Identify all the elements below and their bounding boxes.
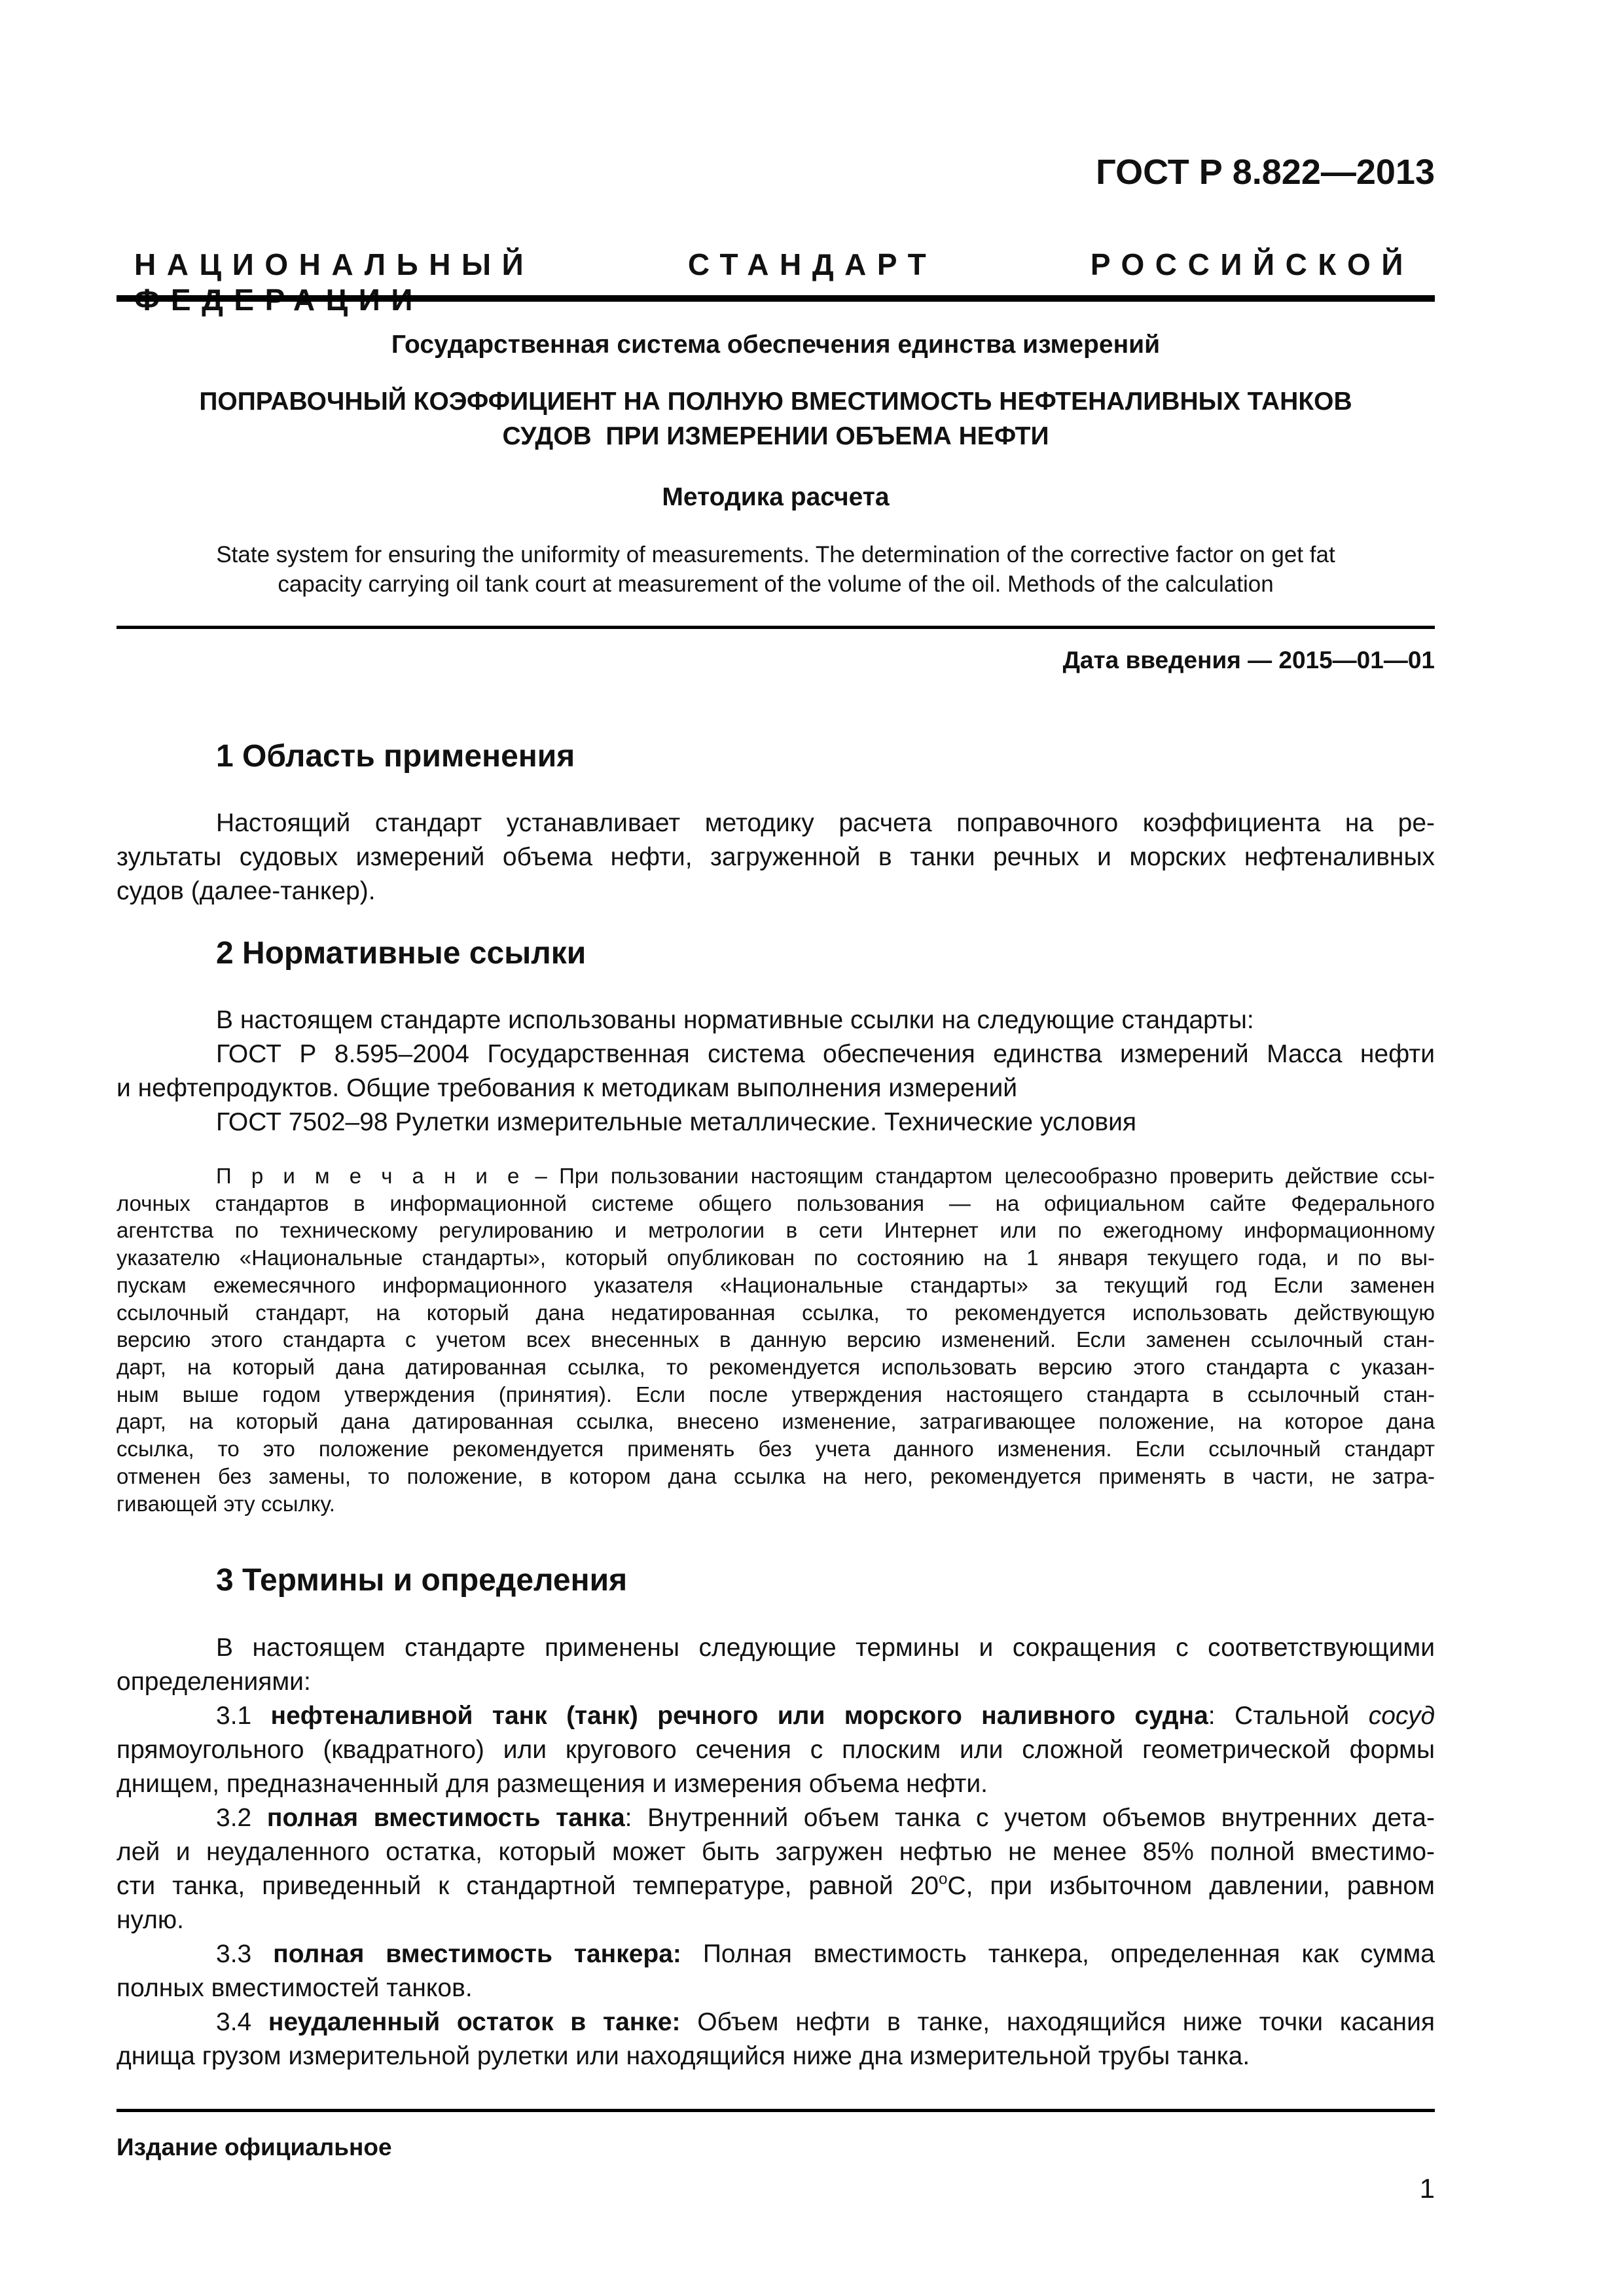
section3-heading: 3 Термины и определения xyxy=(216,1563,628,1598)
section1-line: зультаты судовых измерений объема нефти, загруженной в танки речных и морских нефтеналивных xyxy=(117,843,1435,871)
system-title: Государственная система обеспечения единства измерений xyxy=(391,331,1161,359)
term-number: 3.3 xyxy=(216,1940,252,1968)
note-line: лочных стандартов в информационной системе общего пользования — на официальном сайте Федерального xyxy=(117,1191,1435,1215)
term-3-2-line: лей и неудаленного остатка, который может быть загружен нефтью не менее 85% полной вместимо- xyxy=(117,1838,1435,1866)
term-text: С, при избыточном давлении, равном xyxy=(947,1872,1435,1900)
term-text: сти танка, приведенный к стандартной температуре, равной 20 xyxy=(117,1872,939,1900)
section1-line: судов (далее-танкер). xyxy=(117,877,376,905)
term-name: нефтеналивной танк (танк) речного или морского наливного судна xyxy=(251,1702,1208,1730)
term-3-2-line1 xyxy=(216,1801,1435,1835)
term-definition: Объем нефти в танке, находящийся ниже точки касания xyxy=(680,2008,1435,2036)
edition-label: Издание официальное xyxy=(117,2134,392,2161)
page-number: 1 xyxy=(1419,2173,1435,2204)
note-line: ссылочный стандарт, на который дана недатированная ссылка, то рекомендуется использовать действующую xyxy=(117,1300,1435,1325)
term-3-1-line1 xyxy=(216,1699,1435,1733)
degree-sup: о xyxy=(938,1870,948,1888)
english-title-line1: State system for ensuring the uniformity of measurements. The determination of the corrective factor on get fat xyxy=(216,542,1335,567)
term-3-1-line: прямоугольного (квадратного) или кругового сечения с плоским или сложной геометрической формы xyxy=(117,1736,1435,1764)
term-3-4-line1 xyxy=(216,2005,1435,2039)
introduction-date: Дата введения — 2015—01—01 xyxy=(1062,647,1435,673)
section1-line: Настоящий стандарт устанавливает методику расчета поправочного коэффициента на ре- xyxy=(216,809,1435,837)
national-standard-banner: НАЦИОНАЛЬНЫЙ СТАНДАРТ РОССИЙСКОЙ xyxy=(134,247,1414,281)
term-definition: : Стальной xyxy=(1208,1702,1369,1730)
term-definition: : Внутренний объем танка с учетом объемов внутренних дета- xyxy=(624,1804,1435,1832)
note-line-first xyxy=(216,1162,1435,1190)
note-line: версию этого стандарта с учетом всех внесенных в данную версию изменений. Если заменен ссылочный стан- xyxy=(117,1327,1435,1352)
term-name: полная вместимость танкера: xyxy=(251,1940,681,1968)
term-3-4-line: днища грузом измерительной рулетки или находящийся ниже дна измерительной трубы танка. xyxy=(117,2042,1250,2070)
note-line: гивающей эту ссылку. xyxy=(117,1492,335,1516)
term-3-3-line: полных вместимостей танков. xyxy=(117,1974,473,2002)
subtitle: Методика расчета xyxy=(662,483,890,511)
term-definition-italic: сосуд xyxy=(1368,1702,1435,1730)
section3-intro-line: В настоящем стандарте применены следующие термины и сокращения с соответствующими xyxy=(216,1634,1435,1662)
term-name: полная вместимость танка xyxy=(251,1804,625,1832)
note-line: ссылка, то это положение рекомендуется применять без учета данного изменения. Если ссылочный стандарт xyxy=(117,1437,1435,1461)
standard-number: ГОСТ Р 8.822—2013 xyxy=(1096,152,1435,192)
main-title-line1: ПОПРАВОЧНЫЙ КОЭФФИЦИЕНТ НА ПОЛНУЮ ВМЕСТИМОСТЬ НЕФТЕНАЛИВНЫХ ТАНКОВ xyxy=(199,387,1352,416)
section2-line: ГОСТ 7502–98 Рулетки измерительные металлические. Технические условия xyxy=(216,1108,1137,1136)
term-3-3-line1 xyxy=(216,1937,1435,1971)
term-3-1-line: днищем, предназначенный для размещения и измерения объема нефти. xyxy=(117,1770,988,1798)
term-3-2-line3 xyxy=(117,1869,1435,1903)
title-rule xyxy=(117,626,1435,629)
note-first-text: – При пользовании настоящим стандартом целесообразно проверить действие ссы- xyxy=(523,1164,1435,1188)
note-line: агентства по техническому регулированию и метрологии в сети Интернет или по ежегодному информационному xyxy=(117,1218,1435,1242)
section3-intro-line: определениями: xyxy=(117,1668,311,1696)
term-number: 3.1 xyxy=(216,1702,252,1730)
note-line: дарт, на который дана датированная ссылка, то рекомендуется использовать версию этого стандарта с указан- xyxy=(117,1355,1435,1379)
term-number: 3.4 xyxy=(216,2008,252,2036)
note-line: отменен без замены, то положение, в котором дана ссылка на него, рекомендуется применять в части, не затра- xyxy=(117,1464,1435,1488)
note-line: пускам ежемесячного информационного указателя «Национальные стандарты» за текущий год Если заменен xyxy=(117,1273,1435,1297)
section2-line: ГОСТ Р 8.595–2004 Государственная система обеспечения единства измерений Масса нефти xyxy=(216,1040,1435,1068)
section1-heading: 1 Область применения xyxy=(216,739,575,774)
note-line: ным выше годом утверждения (принятия). Если после утверждения настоящего стандарта в ссылочный стан- xyxy=(117,1382,1435,1407)
footer-rule xyxy=(117,2109,1435,2112)
main-title-line2: СУДОВ ПРИ ИЗМЕРЕНИИ ОБЪЕМА НЕФТИ xyxy=(502,422,1049,450)
note-label: П р и м е ч а н и е xyxy=(216,1164,524,1188)
note-line: указателю «Национальные стандарты», который опубликован по состоянию на 1 января текущего года, и по вы- xyxy=(117,1246,1435,1270)
section2-line: и нефтепродуктов. Общие требования к методикам выполнения измерений xyxy=(117,1074,1018,1102)
term-3-2-line: нулю. xyxy=(117,1906,185,1934)
term-number: 3.2 xyxy=(216,1804,252,1832)
note-line: дарт, на который дана датированная ссылка, внесено изменение, затрагивающее положение, на которое дана xyxy=(117,1409,1435,1433)
section2-line: В настоящем стандарте использованы нормативные ссылки на следующие стандарты: xyxy=(216,1006,1254,1034)
english-title-line2: capacity carrying oil tank court at measurement of the volume of the oil. Methods of the calculation xyxy=(278,571,1274,597)
term-definition: Полная вместимость танкера, определенная как сумма xyxy=(681,1940,1435,1968)
header-rule xyxy=(117,295,1435,302)
term-name: неудаленный остаток в танке: xyxy=(251,2008,681,2036)
section2-heading: 2 Нормативные ссылки xyxy=(216,936,586,971)
